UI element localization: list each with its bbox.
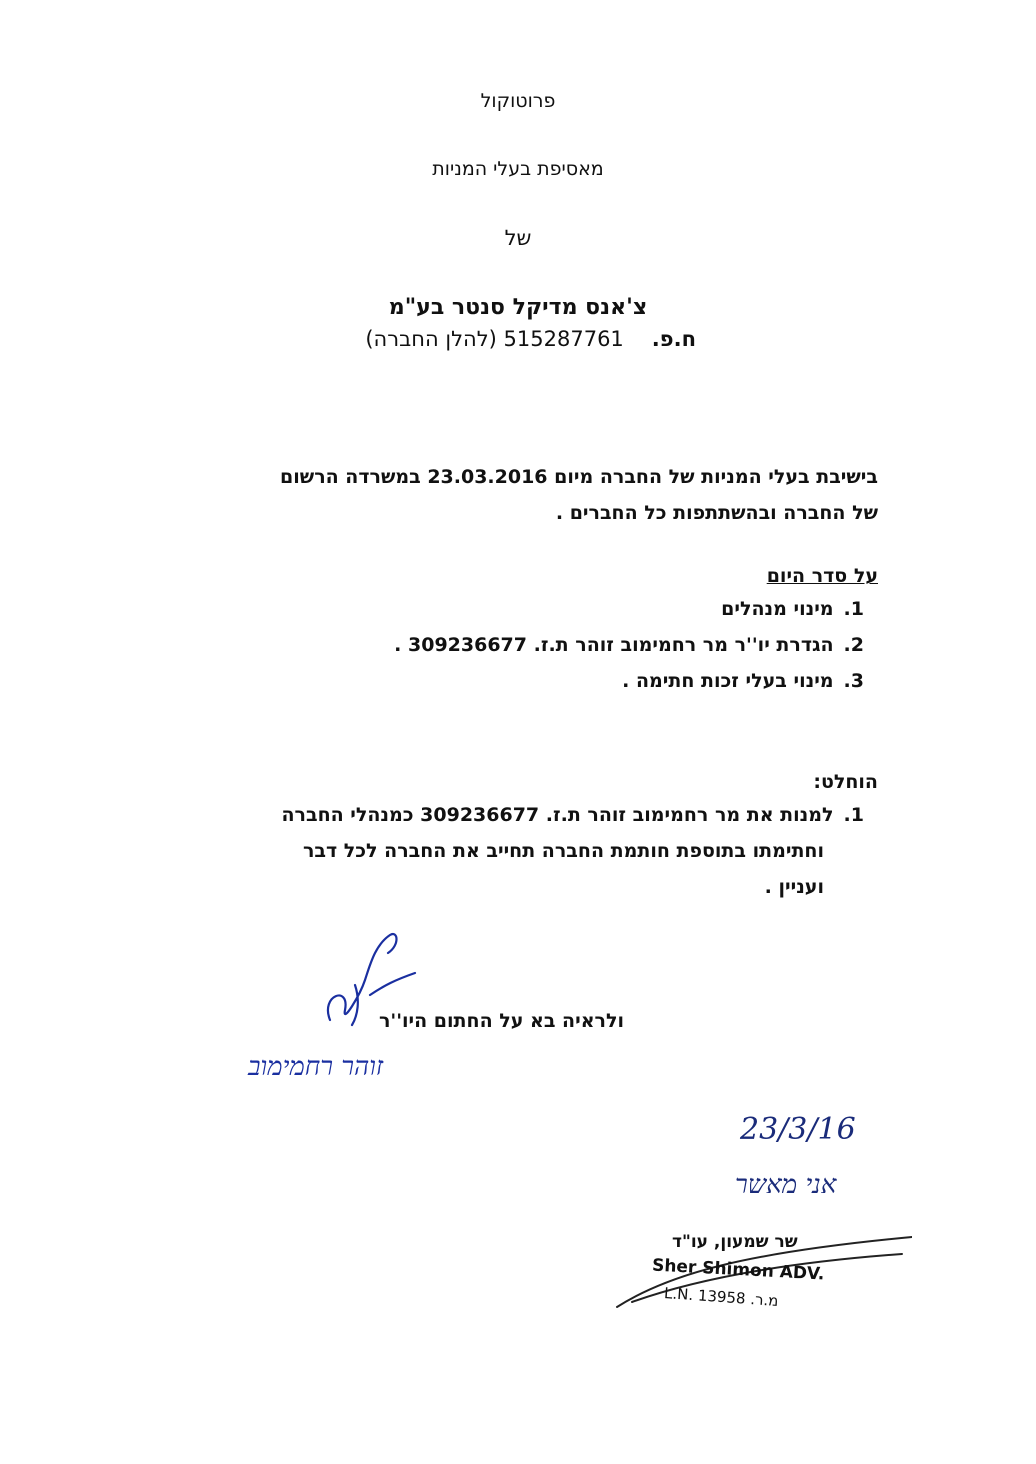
agenda-item [394,634,864,656]
agenda-item-text: מינוי בעלי זכות חתימה . [622,670,834,692]
company-name: צ'אנס מדיקל סנטר בע"מ [388,295,648,320]
agenda-item-number: 1. [843,598,864,620]
company-reg-label: ח.פ. [651,327,696,351]
intro-line-1: בישיבת בעלי המניות של החברה מיום 23.03.2016 במשרדה הרשום [280,466,878,488]
company-reg-line [365,327,696,351]
agenda-item-text: מינוי מנהלים [721,598,834,620]
witness-line: ולראיה בא על החתום היו''ר [378,1010,624,1032]
agenda-item-text: הגדרת יו''ר מר רחמימוב זוהר ת.ז. 309236677 . [394,634,834,656]
resolution-line-3: ועניין . [764,876,824,898]
lawyer-stamp [612,1232,912,1322]
intro-line-2: של החברה ובהשתתפות כל החברים . [555,502,878,524]
stamp-line-license: L.N. 13958 .מ.ר [663,1284,780,1310]
company-reg-value: 515287761 (להלן החברה) [365,327,624,351]
agenda-item [721,598,864,620]
doc-title: פרוטוקול [480,90,556,112]
stamp-line-english: Sher Shimon ADV. [651,1255,825,1285]
agenda-item-number: 3. [843,670,864,692]
doc-subtitle: מאסיפת בעלי המניות [432,158,604,180]
agenda-item [622,670,864,692]
signature-name-handwritten: זוהר רחמימוב [248,1052,384,1082]
agenda-title: על סדר היום [766,565,878,587]
resolution-text-1: למנות את מר רחמימוב זוהר ת.ז. 309236677 כמנהלי החברה [281,804,834,826]
agenda-item-number: 2. [843,634,864,656]
resolution-line-2: וחתימתו בתוספת חותמת החברה תחייב את החברה לכל דבר [302,840,824,862]
resolution-number: 1. [843,804,864,826]
date-handwritten: 23/3/16 [740,1112,856,1147]
doc-of: של [504,226,532,250]
stamp-line-hebrew: שר שמעון, עו"ד [672,1232,798,1252]
chairman-signature [300,925,430,1040]
resolved-title: הוחלט: [813,771,878,793]
resolution-line-1 [281,804,864,826]
approval-handwritten: אני מאשר [735,1170,837,1200]
